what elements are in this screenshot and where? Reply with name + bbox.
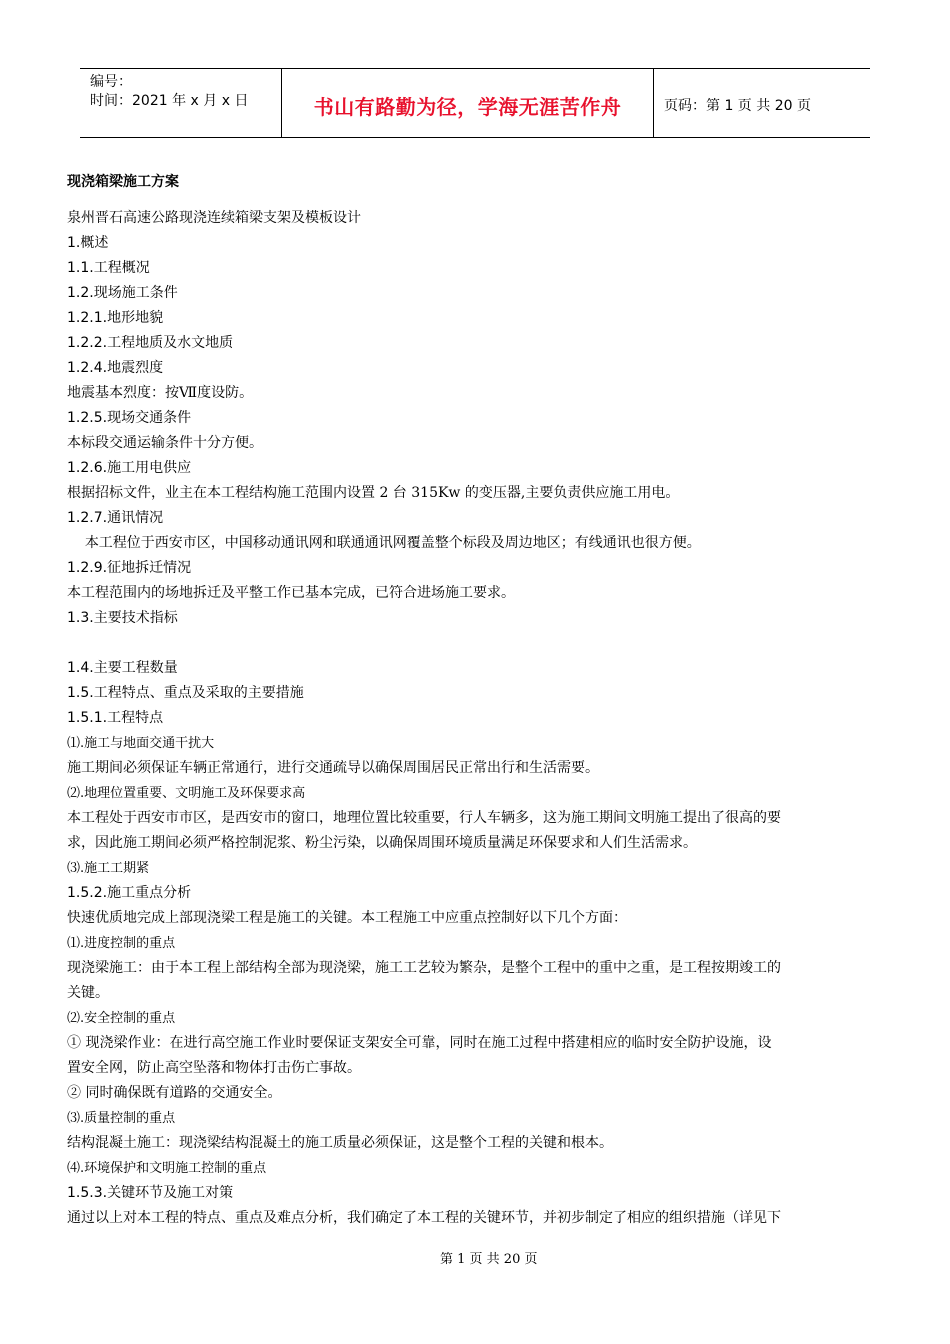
body-line: ⑷.环境保护和文明施工控制的重点	[67, 1161, 267, 1176]
body-line: ② 同时确保既有道路的交通安全。	[67, 1085, 282, 1101]
body-line: 置安全网，防止高空坠落和物体打击伤亡事故。	[67, 1060, 361, 1076]
body-line: 地震基本烈度：按Ⅶ度设防。	[67, 385, 254, 401]
document-time-label: 时间：2021 年 x 月 x 日	[90, 93, 249, 109]
body-line: 1.2.5.现场交通条件	[67, 410, 192, 426]
body-line: ⑶.质量控制的重点	[67, 1111, 176, 1126]
document-number-label: 编号：	[90, 74, 132, 90]
body-line: ⑴.进度控制的重点	[67, 936, 176, 951]
body-line: 1.2.6.施工用电供应	[67, 460, 192, 476]
body-line: 1.2.现场施工条件	[67, 285, 178, 301]
body-line: ⑶.施工工期紧	[67, 861, 150, 876]
body-line: 1.2.1.地形地貌	[67, 310, 164, 326]
body-line	[67, 631, 885, 656]
body-line: ⑵.地理位置重要、文明施工及环保要求高	[67, 786, 306, 801]
body-line: 1.4.主要工程数量	[67, 660, 178, 676]
body-line: 本标段交通运输条件十分方便。	[67, 435, 263, 451]
header-meta	[80, 69, 282, 137]
body-line: 1.2.4.地震烈度	[67, 360, 164, 376]
body-line: ⑵.安全控制的重点	[67, 1011, 176, 1026]
body-line: 施工期间必须保证车辆正常通行，进行交通疏导以确保周围居民正常出行和生活需要。	[67, 760, 599, 776]
body-line: 1.5.3.关键环节及施工对策	[67, 1185, 234, 1201]
body-line: 1.5.工程特点、重点及采取的主要措施	[67, 685, 304, 701]
body-line: 1.5.1.工程特点	[67, 710, 164, 726]
body-line: 现浇梁施工：由于本工程上部结构全部为现浇梁，施工工艺较为繁杂，是整个工程中的重中之重，是工程按期竣工的	[67, 960, 781, 976]
document-title: 现浇箱梁施工方案	[67, 174, 179, 190]
body-line: 本工程处于西安市市区，是西安市的窗口，地理位置比较重要，行人车辆多，这为施工期间文明施工提出了很高的要	[67, 810, 781, 826]
body-line: 1.3.主要技术指标	[67, 610, 178, 626]
body-line: 1.2.2.工程地质及水文地质	[67, 335, 234, 351]
body-line: 本工程范围内的场地拆迁及平整工作已基本完成，已符合进场施工要求。	[67, 585, 515, 601]
body-line: 1.2.9.征地拆迁情况	[67, 560, 192, 576]
body-line: 结构混凝土施工：现浇梁结构混凝土的施工质量必须保证，这是整个工程的关键和根本。	[67, 1135, 613, 1151]
body-line: 根据招标文件，业主在本工程结构施工范围内设置 2 台 315Kw 的变压器,主要负责供应施工用电。	[67, 485, 680, 501]
body-line: 1.1.工程概况	[67, 260, 150, 276]
body-line: 本工程位于西安市区，中国移动通讯网和联通通讯网覆盖整个标段及周边地区；有线通讯也很方便。	[67, 535, 701, 551]
body-line: 1.2.7.通讯情况	[67, 510, 164, 526]
body-line: 关键。	[67, 985, 109, 1001]
header-page-info: 页码：第 1 页 共 20 页	[664, 98, 811, 114]
document-body	[67, 206, 885, 1231]
body-line: ⑴.施工与地面交通干扰大	[67, 736, 215, 751]
header-motto: 书山有路勤为径，学海无涯苦作舟	[282, 69, 654, 137]
body-line: 1.5.2.施工重点分析	[67, 885, 192, 901]
body-line: 通过以上对本工程的特点、重点及难点分析，我们确定了本工程的关键环节，并初步制定了相应的组织措施（详见下	[67, 1210, 781, 1226]
body-line: ① 现浇梁作业：在进行高空施工作业时要保证支架安全可靠，同时在施工过程中搭建相应的临时安全防护设施，设	[67, 1035, 772, 1051]
body-line: 1.概述	[67, 235, 109, 251]
page-header	[80, 68, 870, 138]
body-line: 求，因此施工期间必须严格控制泥浆、粉尘污染，以确保周围环境质量满足环保要求和人们生活需求。	[67, 835, 697, 851]
page-footer: 第 1 页 共 20 页	[440, 1252, 538, 1267]
body-line: 快速优质地完成上部现浇梁工程是施工的关键。本工程施工中应重点控制好以下几个方面：	[67, 910, 627, 926]
body-line: 泉州晋石高速公路现浇连续箱梁支架及模板设计	[67, 210, 361, 226]
